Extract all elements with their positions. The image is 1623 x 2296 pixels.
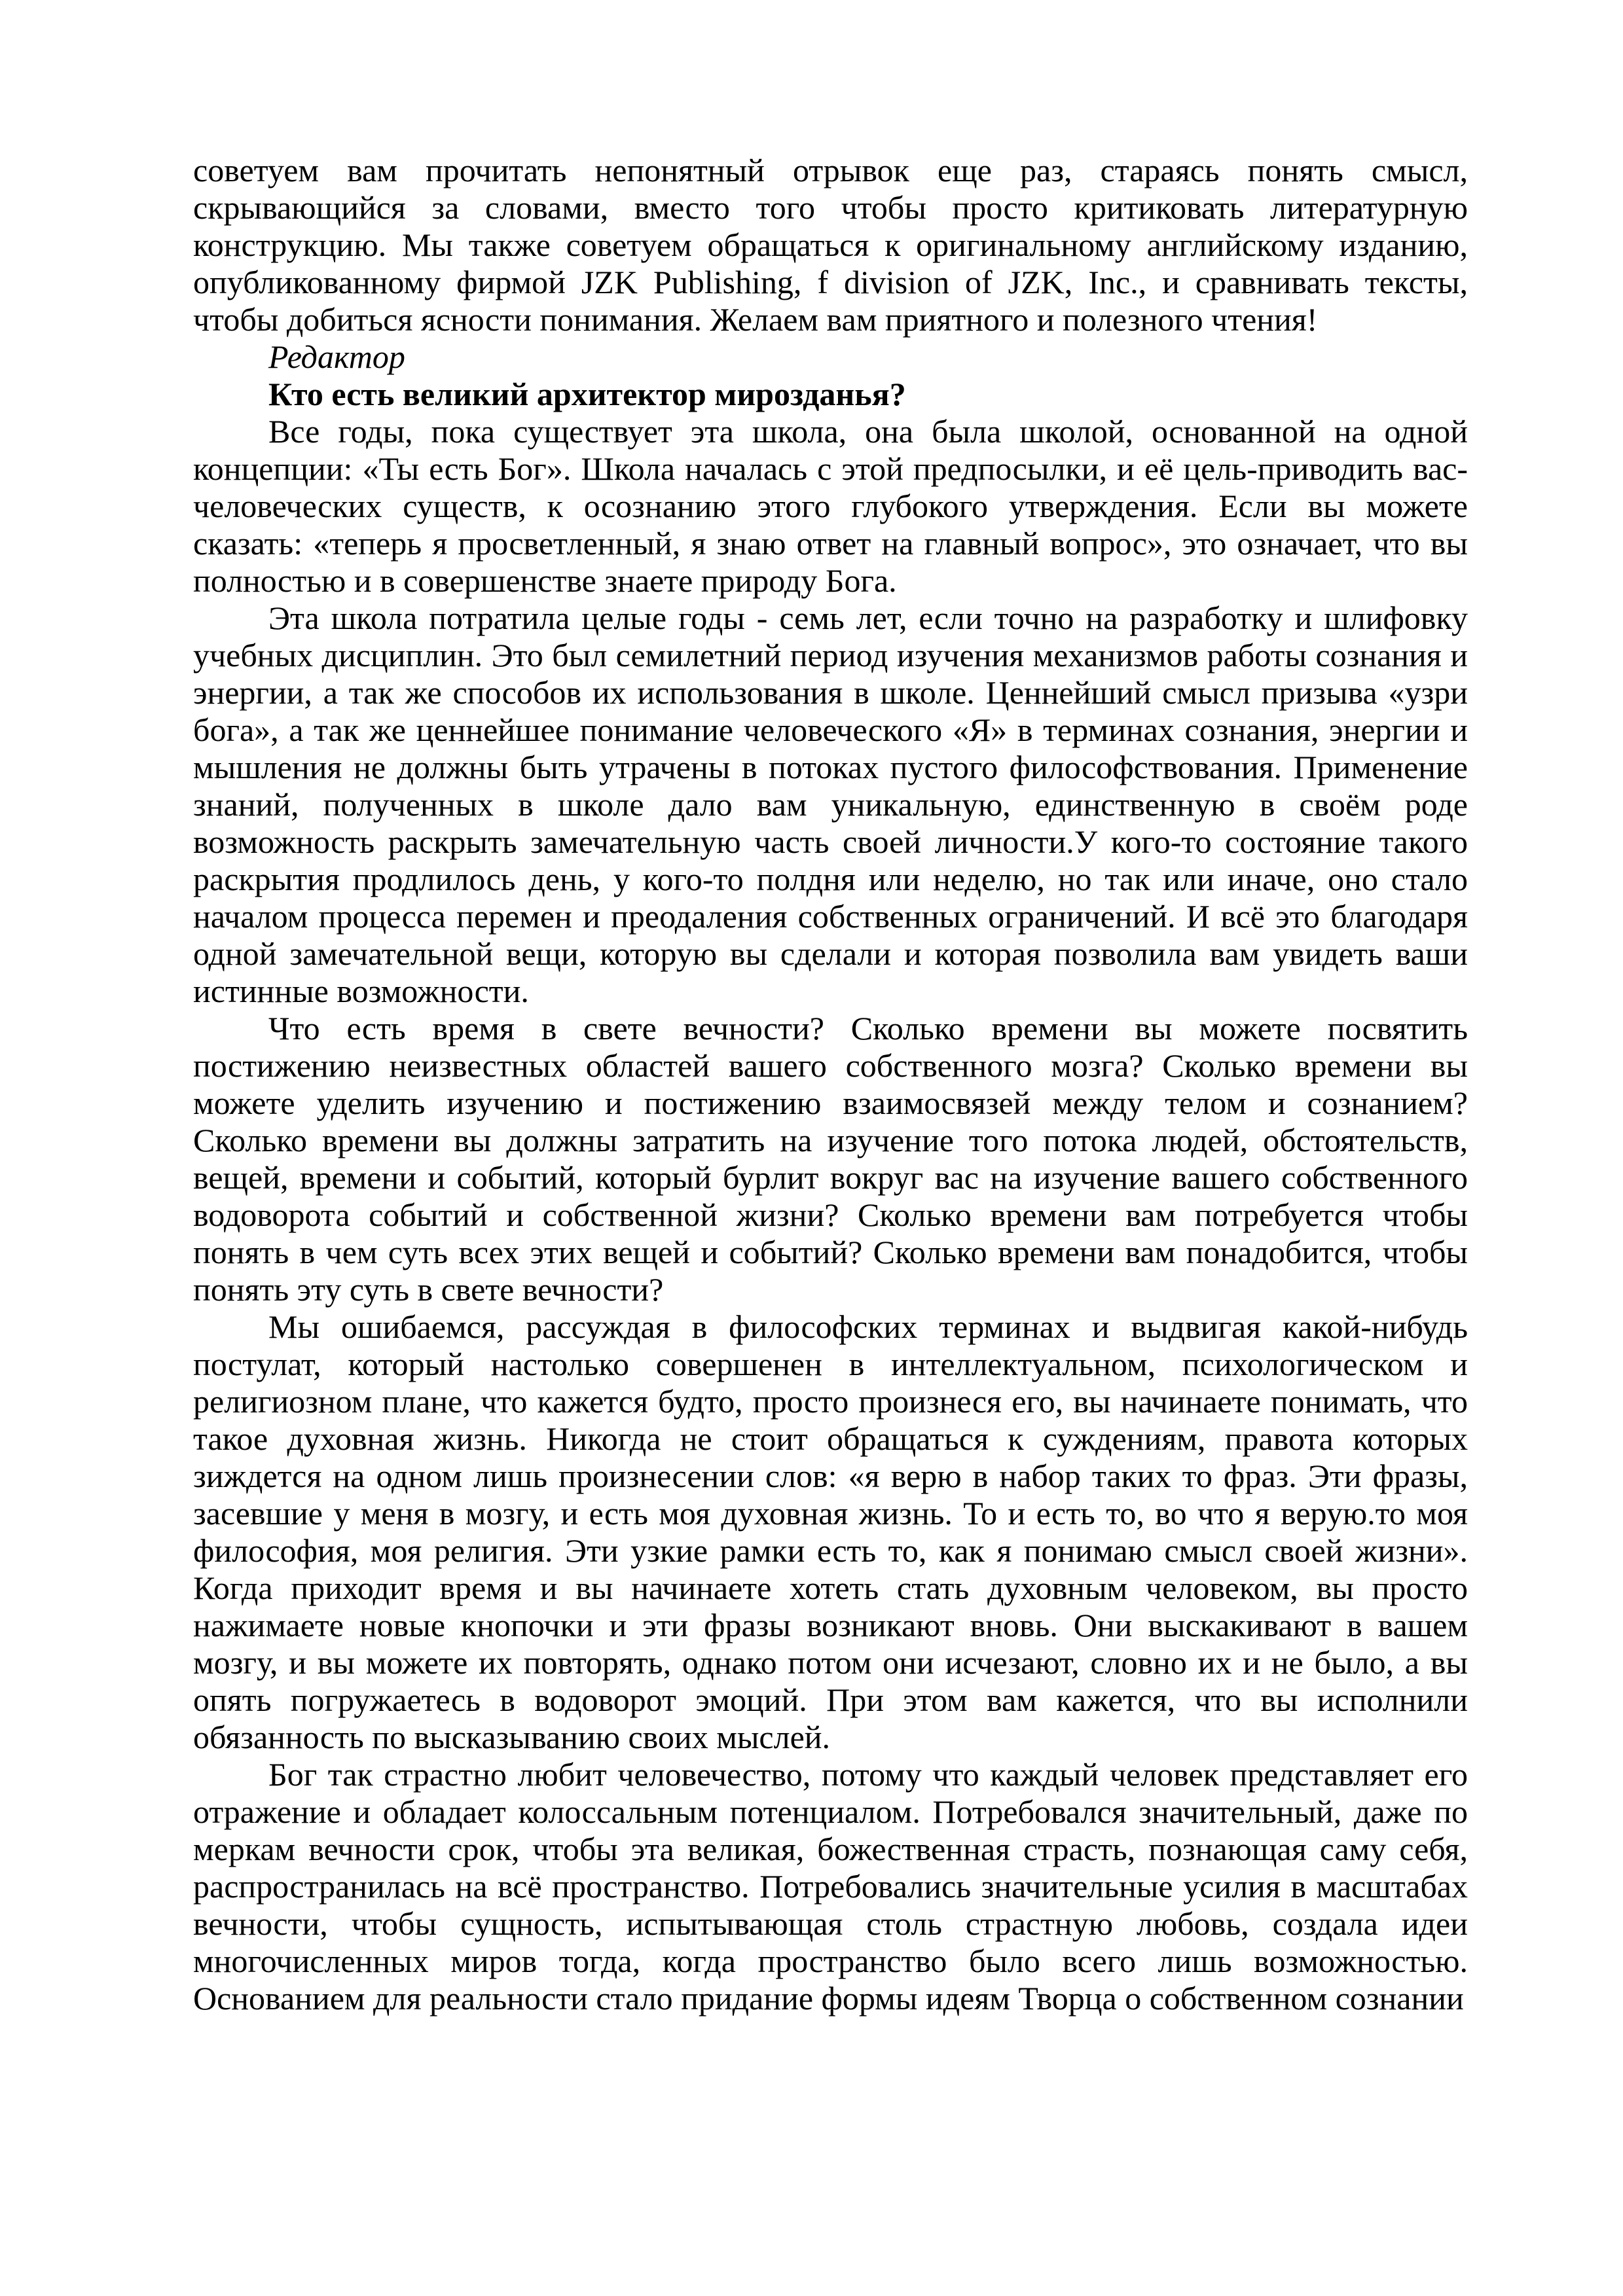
paragraph: Что есть время в свете вечности? Сколько времени вы можете посвятить постижению неизвестных областей вашего собственного мозга? Сколько времени вы можете уделить изучению и постижению взаимосвязей между телом и сознанием? Сколько времени вы должны затратить на изучение того потока людей, обстоятельств, вещей, времени и событий, который бурлит вокруг вас на изучение вашего собственного водоворота событий и собственной жизни? Сколько времени вам потребуется чтобы понять в чем суть всех этих вещей и событий? Сколько времени вам понадобится, чтобы понять эту суть в свете вечности? [193,1010,1468,1308]
section-heading: Кто есть великий архитектор мирозданья? [268,376,906,412]
paragraph: Все годы, пока существует эта школа, она была школой, основанной на одной концепции: «Ты есть Бог». Школа началась с этой предпосылки, и её цель-приводить вас-человеческих существ, к осознанию этого глубокого утверждения. Если вы можете сказать: «теперь я просветленный, я знаю ответ на главный вопрос», это означает, что вы полностью и в совершенстве знаете природу Бога. [193,413,1468,599]
editor-signature: Редактор [268,338,405,375]
paragraph: Эта школа потратила целые годы - семь лет, если точно на разработку и шлифовку учебных дисциплин. Это был семилетний период изучения механизмов работы сознания и энергии, а так же способов их использования в школе. Ценнейший смысл призыва «узри бога», а так же ценнейшее понимание человеческого «Я» в терминах сознания, энергии и мышления не должны быть утрачены в потоках пустого философствования. Применение знаний, полученных в школе дало вам уникальную, единственную в своём роде возможность раскрыть замечательную часть своей личности.У кого-то состояние такого раскрытия продлилось день, у кого-то полдня или неделю, но так или иначе, оно стало началом процесса перемен и преодаления собственных ограничений. И всё это благодаря одной замечательной вещи, которую вы сделали и которая позволила вам увидеть ваши истинные возможности. [193,600,1468,1009]
paragraph: Мы ошибаемся, рассуждая в философских терминах и выдвигая какой-нибудь постулат, который настолько совершенен в интеллектуальном, психологическом и религиозном плане, что кажется будто, просто произнеся его, вы начинаете понимать, что такое духовная жизнь. Никогда не стоит обращаться к суждениям, правота которых зиждется на одном лишь произнесении слов: «я верю в набор таких то фраз. Эти фразы, засевшие у меня в мозгу, и есть моя духовная жизнь. То и есть то, во что я верую.то моя философия, моя религия. Эти узкие рамки есть то, как я понимаю смысл своей жизни». Когда приходит время и вы начинаете хотеть стать духовным человеком, вы просто нажимаете новые кнопочки и эти фразы возникают вновь. Они выскакивают в вашем мозгу, и вы можете их повторять, однако потом они исчезают, словно их и не было, а вы опять погружаетесь в водоворот эмоций. При этом вам кажется, что вы исполнили обязанность по высказыванию своих мыслей. [193,1308,1468,1755]
paragraph: Бог так страстно любит человечество, потому что каждый человек представляет его отражение и обладает колоссальным потенциалом. Потребовался значительный, даже по меркам вечности срок, чтобы эта великая, божественная страсть, познающая саму себя, распространилась на всё пространство. Потребовались значительные усилия в масштабах вечности, чтобы сущность, испытывающая столь страстную любовь, создала идеи многочисленных миров тогда, когда пространство было всего лишь возможностью. Основанием для реальности стало придание формы идеям Творца о собственном сознании [193,1756,1468,2017]
paragraph-continuation: советуем вам прочитать непонятный отрывок еще раз, стараясь понять смысл, скрывающийся за словами, вместо того чтобы просто критиковать литературную конструкцию. Мы также советуем обращаться к оригинальному английскому изданию, опубликованному фирмой JZK Publishing, f division of JZK, Inc., и сравнивать тексты, чтобы добиться ясности понимания. Желаем вам приятного и полезного чтения! [193,152,1468,338]
